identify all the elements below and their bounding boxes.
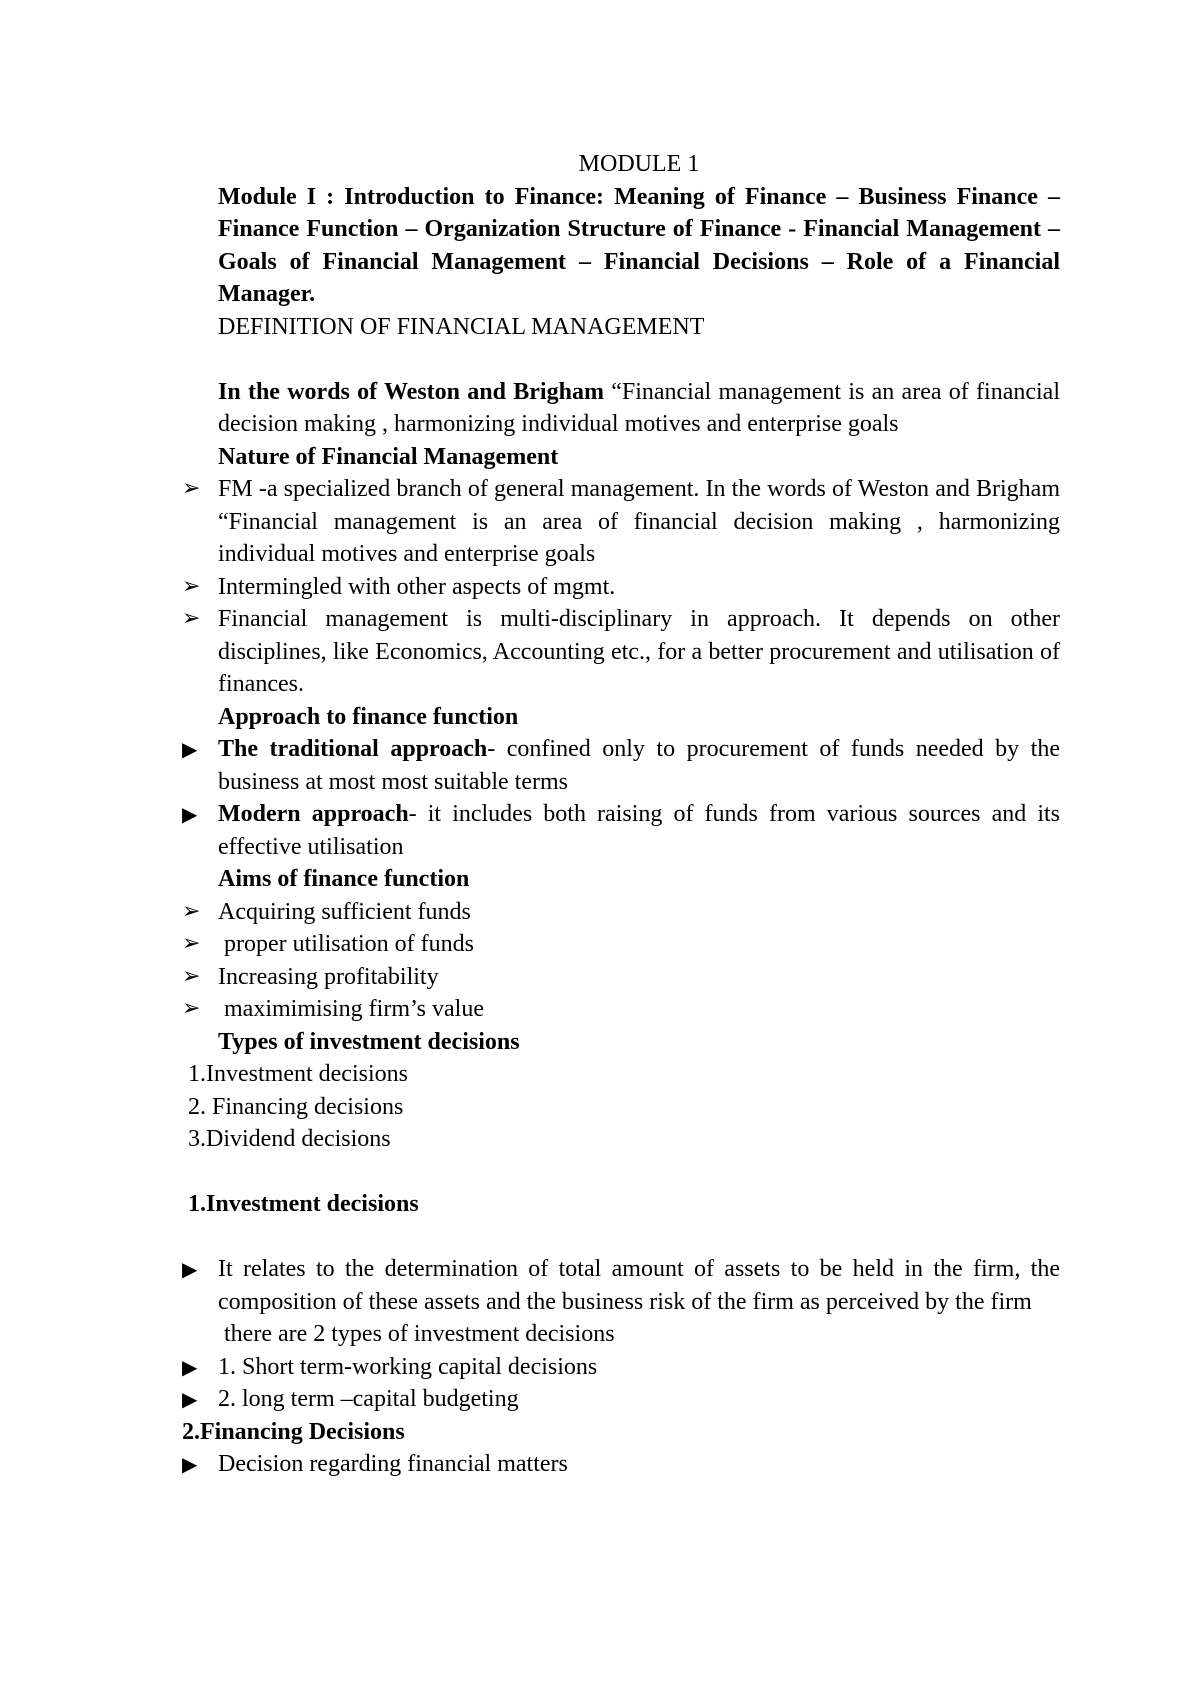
list-item: [182, 1448, 1060, 1481]
document-body: [182, 148, 1061, 1481]
definition-lead: In the words of Weston and Brigham: [218, 378, 604, 405]
list-item-text: 1. Short term-working capital decisions: [218, 1353, 598, 1380]
approach-lead: Modern approach: [218, 801, 409, 827]
list-item: [182, 1253, 1060, 1318]
list-item: 3.Dividend decisions: [188, 1126, 391, 1152]
spacer: [218, 343, 1060, 376]
list-item: [182, 961, 1060, 994]
definition-paragraph: [218, 376, 1060, 441]
open-arrowhead-icon: ➢: [182, 898, 201, 924]
list-item: [182, 798, 1060, 863]
list-item: [182, 993, 1060, 1026]
open-arrowhead-icon: ➢: [182, 963, 201, 989]
aims-heading: Aims of finance function: [218, 866, 470, 892]
list-item-text: Intermingled with other aspects of mgmt.: [218, 573, 616, 600]
module-heading: MODULE 1: [578, 151, 700, 177]
solid-triangle-icon: ▶: [182, 1354, 198, 1379]
open-arrowhead-icon: ➢: [182, 573, 201, 599]
approach-text: - it includes both raising of funds from various sources and its effective utilisation: [218, 801, 1060, 860]
list-item-text: 2. long term –capital budgeting: [218, 1386, 519, 1412]
approach-heading: Approach to finance function: [218, 703, 519, 730]
definition-heading: DEFINITION OF FINANCIAL MANAGEMENT: [218, 313, 705, 340]
solid-triangle-icon: ▶: [182, 1452, 198, 1476]
open-arrowhead-icon: ➢: [182, 606, 201, 631]
nature-heading: Nature of Financial Management: [218, 443, 559, 470]
list-item: [182, 928, 1060, 961]
solid-triangle-icon: ▶: [182, 737, 198, 761]
list-item-text: Increasing profitability: [218, 963, 439, 990]
list-item: [182, 603, 1060, 701]
list-item: [182, 473, 1060, 571]
list-item: [182, 896, 1060, 929]
list-item-text: Financial management is multi-disciplinary in approach. It depends on other disciplines, like Economics, Accounting etc., for a better procurement and utilisation of finances.: [218, 606, 1060, 697]
open-arrowhead-icon: ➢: [182, 476, 201, 501]
list-item: 1.Investment decisions: [188, 1061, 408, 1087]
solid-triangle-icon: ▶: [182, 1387, 198, 1411]
list-item: [182, 1351, 1060, 1384]
list-item-text: FM -a specialized branch of general management. In the words of Weston and Brigham “Financial management is an area of financial decision making , harmonizing individual motives and enterprise goals: [218, 476, 1060, 567]
list-item-text: Decision regarding financial matters: [218, 1451, 568, 1477]
approach-lead: The traditional approach: [218, 736, 488, 762]
list-item-text: It relates to the determination of total amount of assets to be held in the firm, the composition of these assets and the business risk of the firm as perceived by the firm: [218, 1256, 1060, 1315]
spacer: [218, 1156, 1060, 1189]
module-intro: Module I : Introduction to Finance: Meaning of Finance – Business Finance – Finance Function – Organization Structure of Finance - Financial Management – Goals of Financial Management – Financial Decisions – Role of a Financial Manager.: [218, 183, 1060, 307]
list-item: 2. Financing decisions: [188, 1093, 404, 1120]
list-item: [182, 1383, 1060, 1416]
list-item-text: proper utilisation of funds: [218, 931, 474, 957]
types-heading: Types of investment decisions: [218, 1028, 520, 1055]
list-item: [182, 571, 1060, 604]
open-arrowhead-icon: ➢: [182, 931, 201, 956]
investment-heading: 1.Investment decisions: [188, 1191, 419, 1217]
list-item-text: maximimising firm’s value: [218, 996, 484, 1022]
open-arrowhead-icon: ➢: [182, 996, 201, 1021]
approach-text: - confined only to procurement of funds needed by the business at most most suitable terms: [218, 736, 1061, 795]
spacer: [218, 1221, 1060, 1254]
solid-triangle-icon: ▶: [182, 1257, 198, 1281]
definition-text: “Financial management is an area of financial decision making , harmonizing individual motives and enterprise goals: [218, 378, 1060, 437]
list-item: [182, 733, 1061, 798]
investment-note: there are 2 types of investment decisions: [218, 1321, 615, 1347]
list-item-text: Acquiring sufficient funds: [218, 898, 471, 925]
solid-triangle-icon: ▶: [182, 802, 198, 826]
financing-heading: 2.Financing Decisions: [182, 1418, 405, 1445]
